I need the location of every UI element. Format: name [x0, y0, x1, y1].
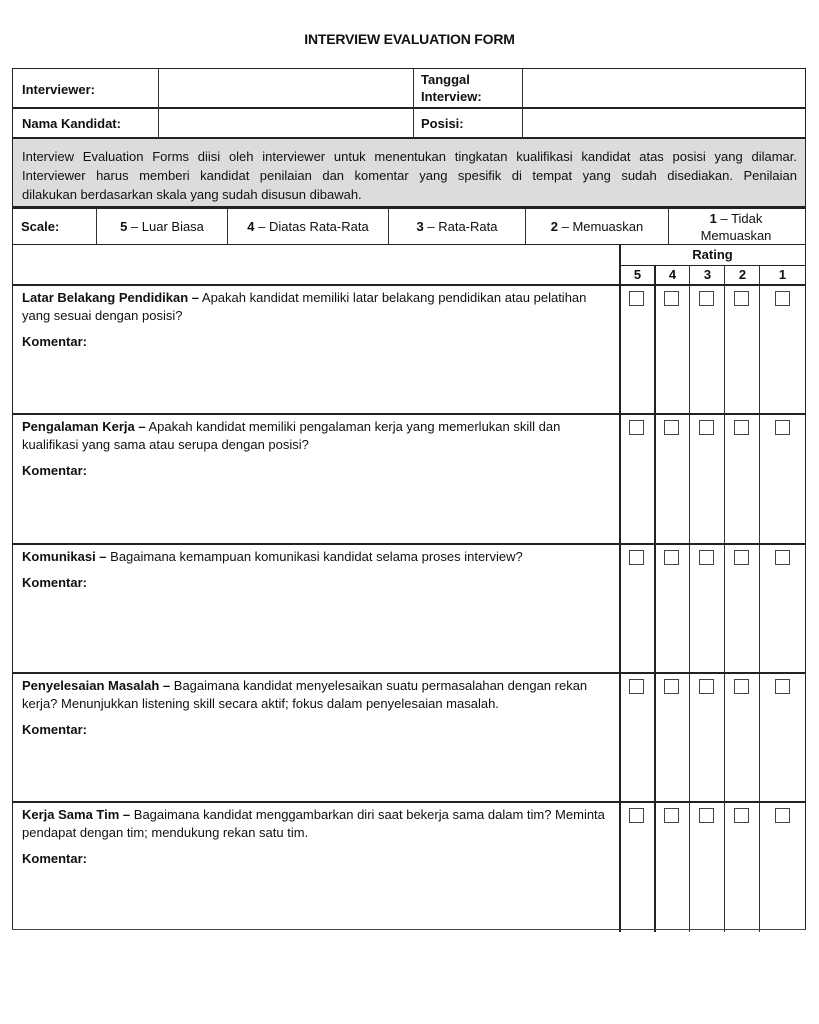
scale-item-3 — [389, 209, 525, 244]
komentar-field[interactable] — [22, 595, 607, 666]
rating-header — [12, 245, 806, 284]
rating-checkbox-2[interactable] — [734, 291, 749, 306]
table-bottom-border — [12, 929, 806, 930]
komentar-label: Komentar: — [22, 334, 88, 349]
col-divider — [689, 415, 690, 545]
rating-checkbox-1[interactable] — [775, 808, 790, 823]
rating-checkbox-5[interactable] — [629, 679, 644, 694]
rating-col-1: 1 — [778, 267, 787, 282]
candidate-info-table — [12, 68, 806, 138]
rating-label: Rating — [620, 245, 805, 266]
col-divider — [759, 803, 760, 932]
tanggal-interview-field[interactable] — [523, 69, 803, 107]
col-divider — [654, 803, 656, 932]
komentar-field[interactable] — [22, 483, 607, 537]
scale-label: Scale: — [21, 219, 60, 234]
komentar-label: Komentar: — [22, 851, 88, 866]
scale-item-2 — [526, 209, 668, 244]
tanggal-interview-label — [421, 71, 482, 105]
rating-checkbox-4[interactable] — [664, 808, 679, 823]
scale-num: 4 — [247, 219, 255, 234]
criteria-question — [22, 548, 612, 566]
col-divider — [759, 286, 760, 415]
rating-col-5: 5 — [633, 267, 642, 282]
criteria-title: Penyelesaian Masalah – — [22, 678, 171, 693]
col-divider — [689, 545, 690, 674]
criteria-question — [22, 806, 612, 842]
criteria-row — [12, 413, 806, 543]
note-line: Interviewer harus memberi kandidat penilaian dan komentar yang spesifik di tempat yang sudah disediakan. Penilaian — [22, 168, 797, 183]
note-line: dilakukan berdasarkan skala yang sudah disusun dibawah. — [22, 187, 362, 202]
col-divider — [759, 674, 760, 803]
scale-num: 1 — [709, 210, 717, 226]
note-line: Interview Evaluation Forms diisi oleh interviewer untuk menentukan tingkatan kualifikasi kandidat atas posisi yang dilamar. — [22, 149, 797, 164]
col-divider — [724, 674, 725, 803]
form-title: INTERVIEW EVALUATION FORM — [304, 31, 515, 47]
interviewer-label: Interviewer: — [22, 82, 95, 97]
scale-text: Memuaskan — [700, 227, 772, 243]
rating-checkbox-2[interactable] — [734, 420, 749, 435]
col-divider — [619, 286, 621, 415]
col-divider — [724, 803, 725, 932]
criteria-row — [12, 543, 806, 672]
rating-checkbox-1[interactable] — [775, 550, 790, 565]
criteria-question — [22, 289, 612, 325]
criteria-question-text: Bagaimana kandidat menggambarkan diri saat bekerja sama dalam tim? Meminta pendapat dengan tim; mendukung rekan satu tim. — [22, 807, 605, 840]
rating-col-4: 4 — [668, 267, 677, 282]
col-divider — [619, 803, 621, 932]
rating-checkbox-5[interactable] — [629, 808, 644, 823]
rating-checkbox-4[interactable] — [664, 291, 679, 306]
tanggal-label-line2: Interview: — [421, 89, 482, 104]
rating-checkbox-3[interactable] — [699, 808, 714, 823]
scale-num: 5 — [120, 219, 128, 234]
col-divider — [759, 545, 760, 674]
rating-col-3: 3 — [703, 267, 712, 282]
scale-text: – Rata-Rata — [423, 219, 498, 234]
rating-checkbox-2[interactable] — [734, 808, 749, 823]
rating-checkbox-3[interactable] — [699, 291, 714, 306]
col-divider — [619, 545, 621, 674]
col-divider — [689, 286, 690, 415]
rating-checkbox-3[interactable] — [699, 550, 714, 565]
rating-checkbox-4[interactable] — [664, 420, 679, 435]
komentar-label: Komentar: — [22, 722, 88, 737]
scale-num: 3 — [416, 219, 424, 234]
rating-checkbox-3[interactable] — [699, 679, 714, 694]
rating-checkbox-1[interactable] — [775, 420, 790, 435]
scale-item-1 — [669, 209, 803, 244]
criteria-question — [22, 677, 612, 713]
criteria-question-text: Apakah kandidat memiliki pengalaman kerja yang memerlukan skill dan kualifikasi yang sama atau serupa dengan posisi? — [22, 419, 561, 452]
criteria-title: Latar Belakang Pendidikan – — [22, 290, 200, 305]
col-divider — [689, 674, 690, 803]
rating-checkbox-1[interactable] — [775, 679, 790, 694]
col-divider — [654, 674, 656, 803]
interviewer-field[interactable] — [159, 69, 413, 107]
criteria-question-text: Bagaimana kandidat menyelesaikan suatu permasalahan dengan rekan kerja? Menunjukkan listening skill secara aktif; fokus dalam penyelesaian masalah. — [22, 678, 588, 711]
criteria-question — [22, 418, 612, 454]
col-divider — [724, 545, 725, 674]
komentar-field[interactable] — [22, 742, 607, 795]
komentar-field[interactable] — [22, 871, 607, 924]
col-divider — [619, 674, 621, 803]
col-divider — [654, 286, 656, 415]
criteria-row — [12, 672, 806, 801]
scale-text: – Diatas Rata-Rata — [254, 219, 369, 234]
rating-checkbox-1[interactable] — [775, 291, 790, 306]
scale-item-5 — [97, 209, 227, 244]
criteria-question-text: Bagaimana kemampuan komunikasi kandidat selama proses interview? — [106, 549, 523, 564]
komentar-label: Komentar: — [22, 463, 88, 478]
rating-checkbox-5[interactable] — [629, 550, 644, 565]
scale-item-4 — [228, 209, 388, 244]
criteria-row — [12, 801, 806, 930]
criteria-question-text: Apakah kandidat memiliki latar belakang pendidikan atau pelatihan yang sesuai dengan posisi? — [22, 290, 587, 323]
rating-checkbox-5[interactable] — [629, 291, 644, 306]
col-divider — [724, 415, 725, 545]
criteria-title: Kerja Sama Tim – — [22, 807, 131, 822]
rating-checkbox-2[interactable] — [734, 550, 749, 565]
posisi-label: Posisi: — [421, 116, 464, 131]
col-divider — [654, 545, 656, 674]
scale-text: – Tidak — [716, 210, 763, 226]
col-divider — [619, 415, 621, 545]
rating-checkbox-3[interactable] — [699, 420, 714, 435]
tanggal-label-line1: Tanggal — [421, 72, 470, 87]
scale-text: – Luar Biasa — [127, 219, 204, 234]
col-divider — [413, 69, 414, 137]
col-divider — [759, 415, 760, 545]
rating-checkbox-2[interactable] — [734, 679, 749, 694]
komentar-label: Komentar: — [22, 575, 88, 590]
col-divider — [724, 286, 725, 415]
criteria-title: Pengalaman Kerja – — [22, 419, 146, 434]
nama-kandidat-field[interactable] — [159, 109, 413, 137]
instruction-note — [12, 137, 806, 207]
nama-kandidat-label: Nama Kandidat: — [22, 116, 121, 131]
scale-num: 2 — [550, 219, 558, 234]
scale-row — [12, 207, 806, 245]
criteria-row — [12, 284, 806, 413]
rating-checkbox-5[interactable] — [629, 420, 644, 435]
scale-text: – Memuaskan — [557, 219, 644, 234]
rating-col-2: 2 — [738, 267, 747, 282]
rating-checkbox-4[interactable] — [664, 679, 679, 694]
komentar-field[interactable] — [22, 354, 607, 407]
criteria-title: Komunikasi – — [22, 549, 107, 564]
col-divider — [689, 803, 690, 932]
rating-checkbox-4[interactable] — [664, 550, 679, 565]
posisi-field[interactable] — [523, 109, 803, 137]
col-divider — [654, 415, 656, 545]
